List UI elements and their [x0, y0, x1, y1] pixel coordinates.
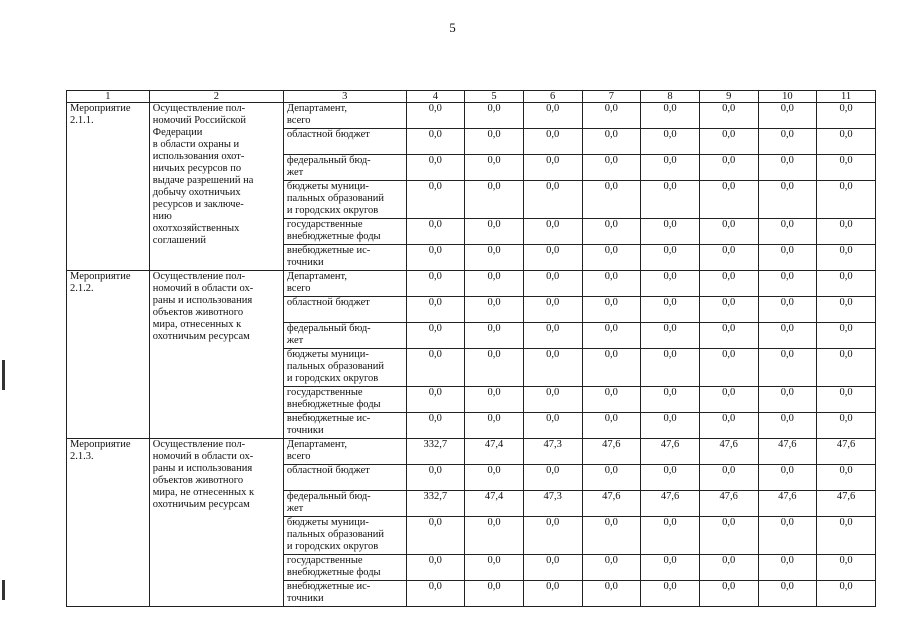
header-cell: 5	[465, 91, 524, 103]
value-cell: 0,0	[699, 181, 758, 219]
funding-source: внебюджетные ис- точники	[283, 245, 406, 271]
value-cell: 0,0	[817, 349, 876, 387]
value-cell: 0,0	[641, 245, 700, 271]
scan-edge-mark	[2, 360, 5, 390]
value-cell: 0,0	[817, 155, 876, 181]
value-cell: 0,0	[641, 297, 700, 323]
value-cell: 0,0	[582, 413, 641, 439]
value-cell: 47,6	[817, 439, 876, 465]
value-cell: 0,0	[465, 245, 524, 271]
value-cell: 0,0	[817, 297, 876, 323]
value-cell: 0,0	[406, 413, 465, 439]
value-cell: 47,3	[523, 491, 582, 517]
value-cell: 0,0	[582, 387, 641, 413]
value-cell: 0,0	[758, 103, 817, 129]
value-cell: 0,0	[582, 129, 641, 155]
funding-source: федеральный бюд- жет	[283, 323, 406, 349]
funding-source: государственные внебюджетные фоды	[283, 219, 406, 245]
value-cell: 0,0	[582, 465, 641, 491]
header-cell: 4	[406, 91, 465, 103]
value-cell: 0,0	[582, 555, 641, 581]
value-cell: 0,0	[582, 349, 641, 387]
value-cell: 0,0	[817, 555, 876, 581]
value-cell: 0,0	[817, 103, 876, 129]
value-cell: 0,0	[758, 581, 817, 607]
value-cell: 0,0	[699, 581, 758, 607]
value-cell: 0,0	[641, 581, 700, 607]
table-row	[67, 271, 876, 297]
header-row	[67, 91, 876, 103]
value-cell: 47,6	[641, 491, 700, 517]
funding-source: Департамент, всего	[283, 271, 406, 297]
value-cell: 0,0	[699, 555, 758, 581]
value-cell: 0,0	[465, 103, 524, 129]
measure-description: Осуществление пол- номочий в области ох- раны и использования объектов животного мира, не отнесенных к охотничьим ресурсам	[149, 439, 283, 607]
value-cell: 0,0	[641, 349, 700, 387]
header-cell: 7	[582, 91, 641, 103]
value-cell: 0,0	[523, 103, 582, 129]
measure-description: Осуществление пол- номочий в области ох- раны и использования объектов животного мира, отнесенных к охотничьим ресурсам	[149, 271, 283, 439]
value-cell: 0,0	[582, 517, 641, 555]
value-cell: 0,0	[465, 219, 524, 245]
value-cell: 0,0	[699, 297, 758, 323]
value-cell: 0,0	[465, 413, 524, 439]
value-cell: 0,0	[406, 323, 465, 349]
value-cell: 0,0	[406, 517, 465, 555]
value-cell: 0,0	[817, 181, 876, 219]
value-cell: 0,0	[582, 245, 641, 271]
value-cell: 0,0	[465, 323, 524, 349]
value-cell: 0,0	[523, 465, 582, 491]
measure-id: Мероприятие 2.1.1.	[67, 103, 150, 271]
funding-source: областной бюджет	[283, 465, 406, 491]
value-cell: 0,0	[465, 581, 524, 607]
table-row	[67, 103, 876, 129]
value-cell: 0,0	[641, 129, 700, 155]
value-cell: 0,0	[523, 219, 582, 245]
value-cell: 0,0	[817, 413, 876, 439]
value-cell: 47,4	[465, 439, 524, 465]
value-cell: 0,0	[465, 555, 524, 581]
value-cell: 0,0	[523, 581, 582, 607]
value-cell: 0,0	[406, 387, 465, 413]
header-cell: 1	[67, 91, 150, 103]
header-cell: 10	[758, 91, 817, 103]
value-cell: 0,0	[582, 323, 641, 349]
value-cell: 0,0	[406, 129, 465, 155]
value-cell: 0,0	[582, 271, 641, 297]
value-cell: 0,0	[465, 181, 524, 219]
value-cell: 0,0	[523, 155, 582, 181]
table-row	[67, 439, 876, 465]
value-cell: 0,0	[523, 555, 582, 581]
value-cell: 0,0	[641, 323, 700, 349]
value-cell: 0,0	[641, 155, 700, 181]
value-cell: 0,0	[758, 271, 817, 297]
value-cell: 0,0	[406, 581, 465, 607]
value-cell: 0,0	[406, 555, 465, 581]
value-cell: 47,6	[582, 439, 641, 465]
value-cell: 0,0	[641, 387, 700, 413]
header-cell: 6	[523, 91, 582, 103]
value-cell: 0,0	[699, 245, 758, 271]
value-cell: 0,0	[641, 517, 700, 555]
value-cell: 0,0	[406, 297, 465, 323]
value-cell: 0,0	[582, 297, 641, 323]
funding-source: областной бюджет	[283, 297, 406, 323]
value-cell: 0,0	[523, 245, 582, 271]
value-cell: 0,0	[817, 387, 876, 413]
value-cell: 0,0	[758, 129, 817, 155]
value-cell: 47,6	[582, 491, 641, 517]
funding-source: федеральный бюд- жет	[283, 155, 406, 181]
value-cell: 0,0	[699, 387, 758, 413]
value-cell: 0,0	[465, 129, 524, 155]
funding-source: внебюджетные ис- точники	[283, 581, 406, 607]
value-cell: 0,0	[523, 387, 582, 413]
header-cell: 9	[699, 91, 758, 103]
value-cell: 0,0	[406, 103, 465, 129]
value-cell: 0,0	[699, 271, 758, 297]
value-cell: 0,0	[523, 349, 582, 387]
measure-id: Мероприятие 2.1.3.	[67, 439, 150, 607]
value-cell: 0,0	[523, 181, 582, 219]
value-cell: 0,0	[465, 271, 524, 297]
value-cell: 0,0	[582, 155, 641, 181]
value-cell: 0,0	[465, 155, 524, 181]
funding-source: государственные внебюджетные фоды	[283, 555, 406, 581]
value-cell: 0,0	[817, 465, 876, 491]
value-cell: 0,0	[641, 181, 700, 219]
value-cell: 0,0	[406, 155, 465, 181]
funding-source: Департамент, всего	[283, 103, 406, 129]
value-cell: 0,0	[641, 555, 700, 581]
value-cell: 0,0	[699, 517, 758, 555]
value-cell: 0,0	[699, 129, 758, 155]
value-cell: 0,0	[582, 181, 641, 219]
value-cell: 47,6	[699, 491, 758, 517]
funding-source: внебюджетные ис- точники	[283, 413, 406, 439]
value-cell: 0,0	[641, 413, 700, 439]
value-cell: 0,0	[758, 219, 817, 245]
value-cell: 0,0	[465, 517, 524, 555]
value-cell: 0,0	[699, 323, 758, 349]
value-cell: 0,0	[641, 465, 700, 491]
value-cell: 0,0	[641, 219, 700, 245]
value-cell: 0,0	[523, 129, 582, 155]
measure-id: Мероприятие 2.1.2.	[67, 271, 150, 439]
value-cell: 0,0	[758, 155, 817, 181]
value-cell: 0,0	[699, 465, 758, 491]
value-cell: 0,0	[699, 103, 758, 129]
value-cell: 0,0	[758, 413, 817, 439]
funding-source: Департамент, всего	[283, 439, 406, 465]
header-cell: 11	[817, 91, 876, 103]
value-cell: 0,0	[758, 465, 817, 491]
value-cell: 0,0	[641, 103, 700, 129]
value-cell: 332,7	[406, 491, 465, 517]
value-cell: 0,0	[465, 297, 524, 323]
value-cell: 0,0	[817, 517, 876, 555]
value-cell: 0,0	[523, 517, 582, 555]
value-cell: 47,6	[758, 491, 817, 517]
value-cell: 0,0	[465, 465, 524, 491]
value-cell: 47,4	[465, 491, 524, 517]
header-cell: 3	[283, 91, 406, 103]
header-cell: 8	[641, 91, 700, 103]
value-cell: 47,6	[641, 439, 700, 465]
value-cell: 0,0	[406, 271, 465, 297]
value-cell: 0,0	[582, 219, 641, 245]
value-cell: 0,0	[465, 349, 524, 387]
value-cell: 0,0	[817, 129, 876, 155]
value-cell: 47,6	[758, 439, 817, 465]
value-cell: 0,0	[758, 181, 817, 219]
value-cell: 0,0	[523, 413, 582, 439]
page-number: 5	[449, 20, 456, 35]
value-cell: 0,0	[758, 517, 817, 555]
value-cell: 0,0	[758, 387, 817, 413]
value-cell: 0,0	[406, 349, 465, 387]
funding-source: федеральный бюд- жет	[283, 491, 406, 517]
funding-source: бюджеты муници- пальных образований и городских округов	[283, 181, 406, 219]
value-cell: 0,0	[758, 245, 817, 271]
header-cell: 2	[149, 91, 283, 103]
funding-source: государственные внебюджетные фоды	[283, 387, 406, 413]
funding-source: бюджеты муници- пальных образований и городских округов	[283, 349, 406, 387]
scan-edge-mark	[2, 580, 5, 600]
value-cell: 332,7	[406, 439, 465, 465]
budget-table	[66, 90, 876, 607]
value-cell: 0,0	[465, 387, 524, 413]
funding-source: областной бюджет	[283, 129, 406, 155]
value-cell: 47,3	[523, 439, 582, 465]
value-cell: 0,0	[523, 297, 582, 323]
value-cell: 47,6	[699, 439, 758, 465]
value-cell: 47,6	[817, 491, 876, 517]
value-cell: 0,0	[699, 349, 758, 387]
value-cell: 0,0	[406, 181, 465, 219]
value-cell: 0,0	[817, 219, 876, 245]
value-cell: 0,0	[523, 271, 582, 297]
value-cell: 0,0	[641, 271, 700, 297]
value-cell: 0,0	[758, 323, 817, 349]
value-cell: 0,0	[699, 219, 758, 245]
value-cell: 0,0	[758, 297, 817, 323]
value-cell: 0,0	[758, 349, 817, 387]
value-cell: 0,0	[817, 271, 876, 297]
value-cell: 0,0	[582, 581, 641, 607]
value-cell: 0,0	[582, 103, 641, 129]
funding-source: бюджеты муници- пальных образований и городских округов	[283, 517, 406, 555]
value-cell: 0,0	[406, 219, 465, 245]
value-cell: 0,0	[699, 155, 758, 181]
value-cell: 0,0	[817, 245, 876, 271]
value-cell: 0,0	[523, 323, 582, 349]
value-cell: 0,0	[406, 245, 465, 271]
value-cell: 0,0	[406, 465, 465, 491]
value-cell: 0,0	[817, 323, 876, 349]
measure-description: Осуществление пол- номочий Российской Федерации в области охраны и использования охот- ничьих ресурсов по выдаче разрешений на добычу охотничьих ресурсов и заключе- нию охотхозяйственных соглашений	[149, 103, 283, 271]
value-cell: 0,0	[817, 581, 876, 607]
value-cell: 0,0	[758, 555, 817, 581]
value-cell: 0,0	[699, 413, 758, 439]
